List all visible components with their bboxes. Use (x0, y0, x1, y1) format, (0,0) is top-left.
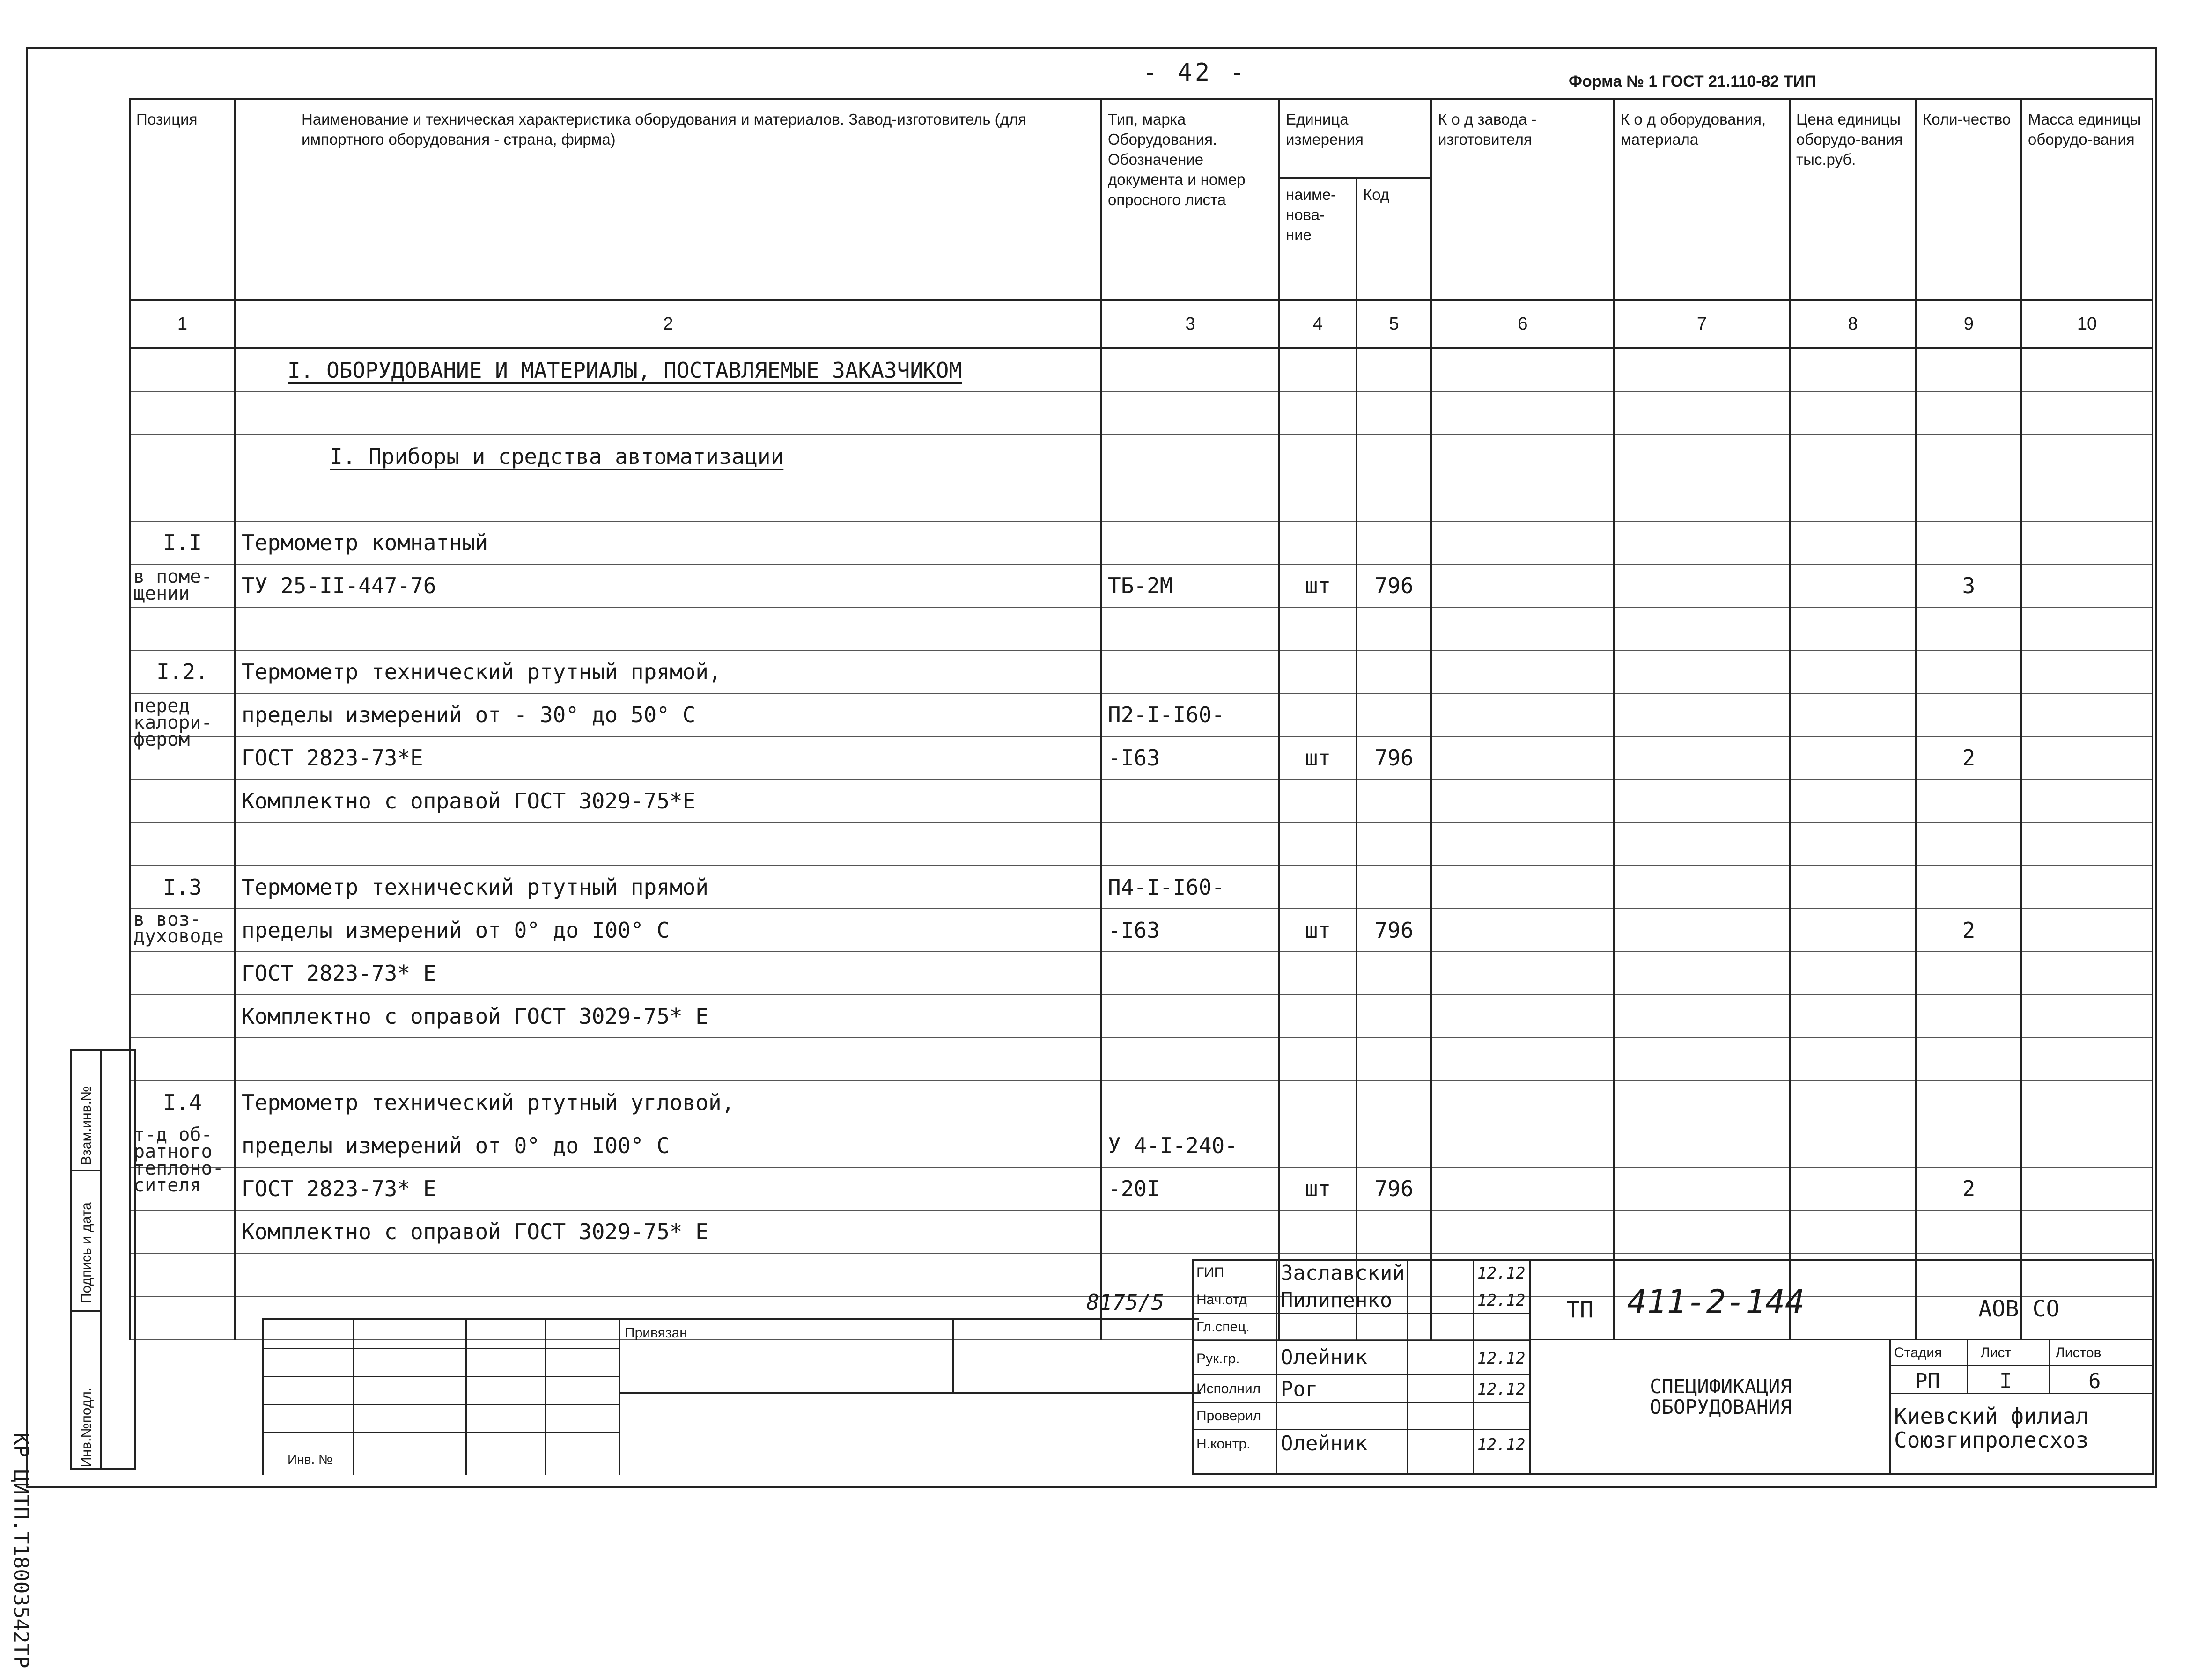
title-block-stamp (1192, 1259, 2154, 1475)
col-header-quantity: Коли-чество (1916, 99, 2021, 300)
table-row (130, 823, 2153, 866)
column-header-row (130, 99, 2153, 300)
stage-value: РП (1915, 1369, 1940, 1393)
col-number: 6 (1431, 300, 1614, 348)
table-row (130, 909, 2153, 952)
quantity: 2 (1916, 736, 2021, 779)
position-cell (130, 866, 235, 909)
col-header-name-label: Наименование и техническая характеристика оборудования и материалов. Завод-изготовитель (для импортного оборудования - страна, фирма) (302, 110, 1026, 148)
column-number-row (130, 300, 2153, 348)
signature-row (1192, 1430, 1529, 1458)
role-name: Рог (1281, 1377, 1318, 1401)
unit-code: 796 (1357, 909, 1431, 952)
vertical-document-code: КР ЦИТП.Т18003542ТР (9, 1433, 33, 1668)
linked-label: Привязан (625, 1325, 687, 1341)
location-cell (130, 564, 235, 607)
subsection-title (235, 435, 1101, 478)
signature-row (1192, 1375, 1529, 1403)
position-number: I.3 (162, 874, 202, 900)
quantity: 3 (1916, 564, 2021, 607)
col-number: 8 (1790, 300, 1916, 348)
role-label: Гл.спец. (1196, 1319, 1250, 1335)
signature-row (1192, 1314, 1529, 1341)
location-note: т-д об-ратного теплоно-сителя (133, 1124, 224, 1196)
col-number: 10 (2021, 300, 2153, 348)
title-block-left (262, 1318, 1199, 1475)
item-line: ГОСТ 2823-73* Е (235, 1167, 1101, 1210)
table-row (130, 521, 2153, 564)
signature-row (1192, 1341, 1529, 1375)
unit-name: шт (1279, 564, 1357, 607)
position-number: I.I (162, 530, 202, 555)
sheet-value: I (1999, 1369, 2012, 1393)
side-label-inv-orig: Инв.№подл. (79, 1387, 94, 1467)
unit-name: шт (1279, 909, 1357, 952)
col-header-unit-code: Код (1363, 186, 1390, 203)
table-row (130, 564, 2153, 607)
position-cell (130, 650, 235, 693)
col-number: 5 (1357, 300, 1431, 348)
role-label: ГИП (1196, 1265, 1224, 1280)
sheets-header: Листов (2056, 1345, 2101, 1360)
item-type: ТБ-2М (1101, 564, 1279, 607)
role-date: 12.12 (1477, 1264, 1526, 1283)
role-date: 12.12 (1477, 1435, 1526, 1454)
col-header-price: Цена единицы оборудо-вания тыс.руб. (1790, 99, 1916, 300)
table-row (130, 1038, 2153, 1081)
signature-row (1192, 1286, 1529, 1314)
table-row (130, 693, 2153, 736)
item-line: ГОСТ 2823-73* Е (235, 952, 1101, 995)
col-header-factory-code: К о д завода - изготовителя (1431, 99, 1614, 300)
col-number: 4 (1279, 300, 1357, 348)
col-header-mass: Масса единицы оборудо-вания (2021, 99, 2153, 300)
page-number: - 42 - (1143, 59, 1247, 87)
role-label: Нач.отд (1196, 1292, 1247, 1308)
item-line: Термометр технический ртутный прямой, (235, 650, 1101, 693)
table-row (130, 478, 2153, 521)
item-line: ТУ 25-II-447-76 (235, 564, 1101, 607)
item-line: Термометр комнатный (235, 521, 1101, 564)
role-date: 12.12 (1477, 1291, 1526, 1310)
document-mark: АОВ СО (1978, 1296, 2060, 1322)
role-label: Проверил (1196, 1408, 1261, 1424)
col-header-type: Тип, марка Оборудования. Обозначение документа и номер опросного листа (1101, 99, 1279, 300)
location-note: в поме-щении (133, 566, 213, 604)
item-type: -I63 (1101, 909, 1279, 952)
section-title (235, 348, 1101, 392)
table-row (130, 348, 2153, 392)
role-date: 12.12 (1477, 1349, 1526, 1368)
role-label: Рук.гр. (1196, 1351, 1240, 1367)
specification-table (129, 98, 2153, 1340)
col-number: 9 (1916, 300, 2021, 348)
location-note: в воз-духоводе (133, 909, 224, 947)
item-line: пределы измерений от 0° до I00° С (235, 1124, 1101, 1167)
sheet-header: Лист (1981, 1345, 2012, 1360)
unit-code: 796 (1357, 736, 1431, 779)
position-number: I.2. (156, 659, 208, 684)
table-row (130, 607, 2153, 650)
signature-list (1192, 1259, 1529, 1458)
table-row (130, 1124, 2153, 1167)
location-cell (130, 1124, 235, 1196)
stage-header: Стадия (1894, 1345, 1942, 1360)
col-header-position: Позиция (130, 99, 235, 300)
table-row (130, 435, 2153, 478)
role-name: Олейник (1281, 1345, 1368, 1369)
role-date: 12.12 (1477, 1380, 1526, 1399)
table-row (130, 952, 2153, 995)
unit-name: шт (1279, 1167, 1357, 1210)
item-type: -20I (1101, 1167, 1279, 1210)
side-label-sign-date: Подпись и дата (79, 1202, 94, 1303)
location-note: перед калори-фером (133, 695, 213, 750)
table-row (130, 392, 2153, 435)
item-line: пределы измерений от - 30° до 50° С (235, 693, 1101, 736)
item-line: пределы измерений от 0° до I00° С (235, 909, 1101, 952)
unit-name: шт (1279, 736, 1357, 779)
unit-group-label: Единица измерения (1280, 100, 1430, 179)
project-prefix: ТП (1566, 1297, 1593, 1323)
col-number: 3 (1101, 300, 1279, 348)
item-type: П4-I-I60- (1101, 866, 1279, 909)
item-line: Комплектно с оправой ГОСТ 3029-75*Е (235, 779, 1101, 823)
table-row (130, 650, 2153, 693)
col-number: 2 (235, 300, 1101, 348)
item-line: Комплектно с оправой ГОСТ 3029-75* Е (235, 1210, 1101, 1253)
section-title-text: I. ОБОРУДОВАНИЕ И МАТЕРИАЛЫ, ПОСТАВЛЯЕМЫЕ ЗАКАЗЧИКОМ (288, 358, 962, 383)
signature-row (1192, 1259, 1529, 1286)
order-number: 8175/5 (1086, 1290, 1165, 1315)
table-row (130, 866, 2153, 909)
role-label: Н.контр. (1196, 1436, 1251, 1452)
item-type: У 4-I-240- (1101, 1124, 1279, 1167)
item-line: ГОСТ 2823-73*Е (235, 736, 1101, 779)
item-type: П2-I-I60- (1101, 693, 1279, 736)
role-label: Исполнил (1196, 1381, 1261, 1396)
position-cell (130, 1081, 235, 1124)
inv-label: Инв. № (288, 1452, 333, 1467)
col-header-unit-name: наиме-нова-ние (1280, 179, 1357, 299)
item-line: Термометр технический ртутный угловой, (235, 1081, 1101, 1124)
table-row (130, 1081, 2153, 1124)
unit-code: 796 (1357, 564, 1431, 607)
organization-name: Киевский филиал Союзгипролесхоз (1894, 1403, 2089, 1453)
position-number: I.4 (162, 1090, 202, 1115)
location-cell (130, 909, 235, 952)
side-label-inv-replace: Взам.инв.№ (79, 1086, 94, 1165)
signature-row (1192, 1403, 1529, 1430)
project-code: 411-2-144 (1627, 1283, 1805, 1321)
col-header-name (235, 99, 1101, 300)
position-cell (130, 521, 235, 564)
table-row (130, 995, 2153, 1038)
table-row (130, 736, 2153, 779)
form-reference: Форма № 1 ГОСТ 21.110-82 ТИП (1569, 73, 1816, 90)
col-header-equipment-code: К о д оборудования, материала (1614, 99, 1790, 300)
sheets-value: 6 (2088, 1369, 2101, 1393)
side-stamp (70, 1049, 136, 1470)
table-row (130, 779, 2153, 823)
quantity: 2 (1916, 1167, 2021, 1210)
col-number: 1 (130, 300, 235, 348)
col-header-unit-group (1279, 99, 1431, 300)
table-row (130, 1167, 2153, 1210)
quantity: 2 (1916, 909, 2021, 952)
unit-code: 796 (1357, 1167, 1431, 1210)
document-title: СПЕЦИФИКАЦИЯ ОБОРУДОВАНИЯ (1650, 1375, 1792, 1419)
location-cell (130, 693, 235, 750)
subsection-title-text: I. Приборы и средства автоматизации (330, 444, 784, 469)
item-line: Термометр технический ртутный прямой (235, 866, 1101, 909)
role-name: Пилипенко (1281, 1288, 1393, 1312)
col-number: 7 (1614, 300, 1790, 348)
item-line: Комплектно с оправой ГОСТ 3029-75* Е (235, 995, 1101, 1038)
role-name: Заславский (1281, 1261, 1405, 1285)
table-row (130, 1210, 2153, 1253)
item-type: -I63 (1101, 736, 1279, 779)
role-name: Олейник (1281, 1432, 1368, 1455)
